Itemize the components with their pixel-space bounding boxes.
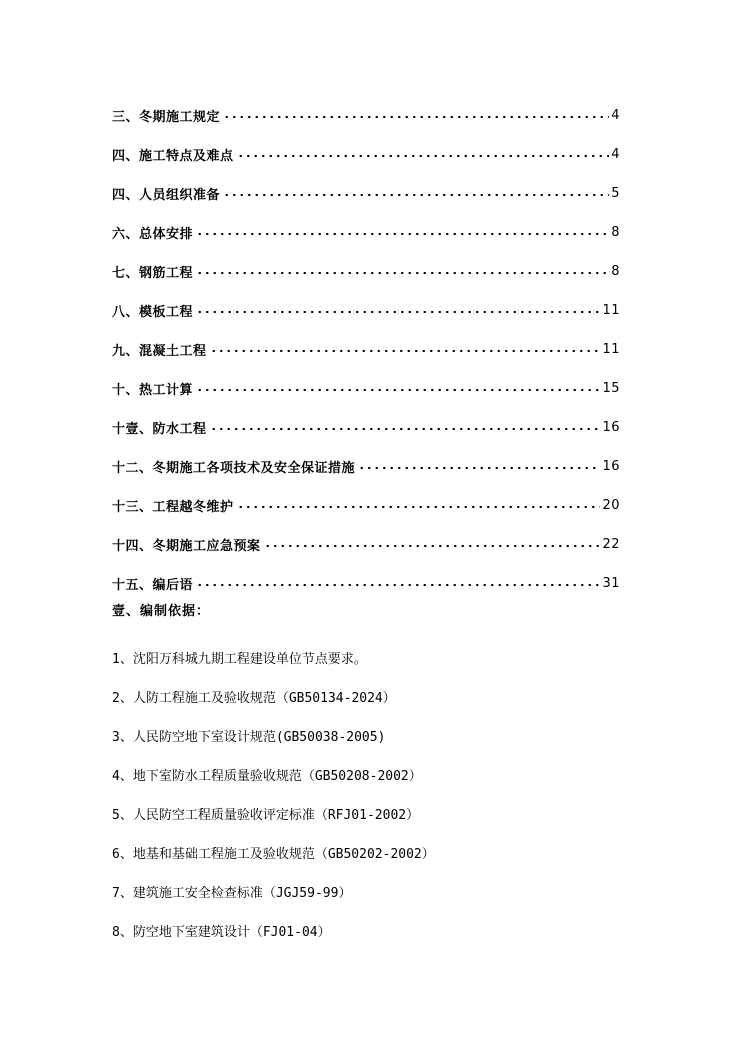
toc-leader-dots <box>237 501 601 513</box>
reference-item: 8、防空地下室建筑设计（FJ01-04） <box>112 925 331 940</box>
toc-entry-label: 九、混凝土工程 <box>112 344 207 359</box>
toc-entry-label: 十三、工程越冬维护 <box>112 500 234 515</box>
reference-item: 1、沈阳万科城九期工程建设单位节点要求。 <box>112 652 367 667</box>
toc-leader-dots <box>223 111 609 123</box>
reference-item: 4、地下室防水工程质量验收规范（GB50208-2002） <box>112 769 422 784</box>
toc-entry <box>112 252 620 291</box>
toc-leader-dots <box>196 228 609 240</box>
toc-entry <box>112 564 620 603</box>
toc-entry-page: 16 <box>602 459 620 474</box>
reference-item: 2、人防工程施工及验收规范（GB50134-2024） <box>112 691 396 706</box>
toc-leader-dots <box>196 267 609 279</box>
toc-entry-page: 16 <box>602 420 620 435</box>
toc-leader-dots <box>210 345 601 357</box>
toc-entry-page: 31 <box>602 576 620 591</box>
toc-entry-label: 十四、冬期施工应急预案 <box>112 539 261 554</box>
table-of-contents <box>112 96 620 603</box>
toc-entry-label: 十壹、防水工程 <box>112 422 207 437</box>
toc-entry-label: 七、钢筋工程 <box>112 266 194 281</box>
toc-leader-dots <box>196 579 600 591</box>
toc-entry-page: 4 <box>611 147 620 162</box>
toc-entry <box>112 369 620 408</box>
toc-entry-label: 十五、编后语 <box>112 578 194 593</box>
toc-entry-page: 8 <box>611 225 620 240</box>
toc-entry-label: 八、模板工程 <box>112 305 194 320</box>
toc-entry-label: 四、施工特点及难点 <box>112 149 234 164</box>
toc-entry <box>112 486 620 525</box>
reference-list <box>112 638 632 950</box>
reference-item: 6、地基和基础工程施工及验收规范（GB50202-2002） <box>112 847 435 862</box>
toc-leader-dots <box>237 150 610 162</box>
toc-entry-page: 15 <box>602 381 620 396</box>
toc-leader-dots <box>223 189 609 201</box>
toc-entry-page: 20 <box>602 498 620 513</box>
toc-leader-dots <box>210 423 601 435</box>
toc-entry-label: 六、总体安排 <box>112 227 194 242</box>
toc-leader-dots <box>358 462 600 474</box>
toc-entry <box>112 174 620 213</box>
toc-entry <box>112 213 620 252</box>
toc-entry <box>112 330 620 369</box>
toc-entry <box>112 291 620 330</box>
reference-item: 5、人民防空工程质量验收评定标准（RFJ01-2002） <box>112 808 420 823</box>
toc-entry <box>112 135 620 174</box>
toc-entry <box>112 96 620 135</box>
section-heading: 壹、编制依据： <box>112 604 211 619</box>
toc-entry-page: 22 <box>602 537 620 552</box>
toc-entry-page: 8 <box>611 264 620 279</box>
toc-entry-page: 11 <box>602 342 620 357</box>
toc-entry-page: 11 <box>602 303 620 318</box>
toc-entry-label: 十二、冬期施工各项技术及安全保证措施 <box>112 461 356 476</box>
reference-item: 3、人民防空地下室设计规范(GB50038-2005) <box>112 730 386 745</box>
toc-entry <box>112 447 620 486</box>
toc-entry <box>112 408 620 447</box>
toc-entry-label: 十、热工计算 <box>112 383 194 398</box>
toc-entry <box>112 525 620 564</box>
toc-leader-dots <box>196 306 600 318</box>
toc-entry-page: 5 <box>611 186 620 201</box>
toc-leader-dots <box>196 384 600 396</box>
reference-item: 7、建筑施工安全检查标准（JGJ59-99） <box>112 886 352 901</box>
toc-entry-label: 三、冬期施工规定 <box>112 110 221 125</box>
toc-entry-page: 4 <box>611 108 620 123</box>
toc-entry-label: 四、人员组织准备 <box>112 188 221 203</box>
toc-leader-dots <box>264 540 601 552</box>
